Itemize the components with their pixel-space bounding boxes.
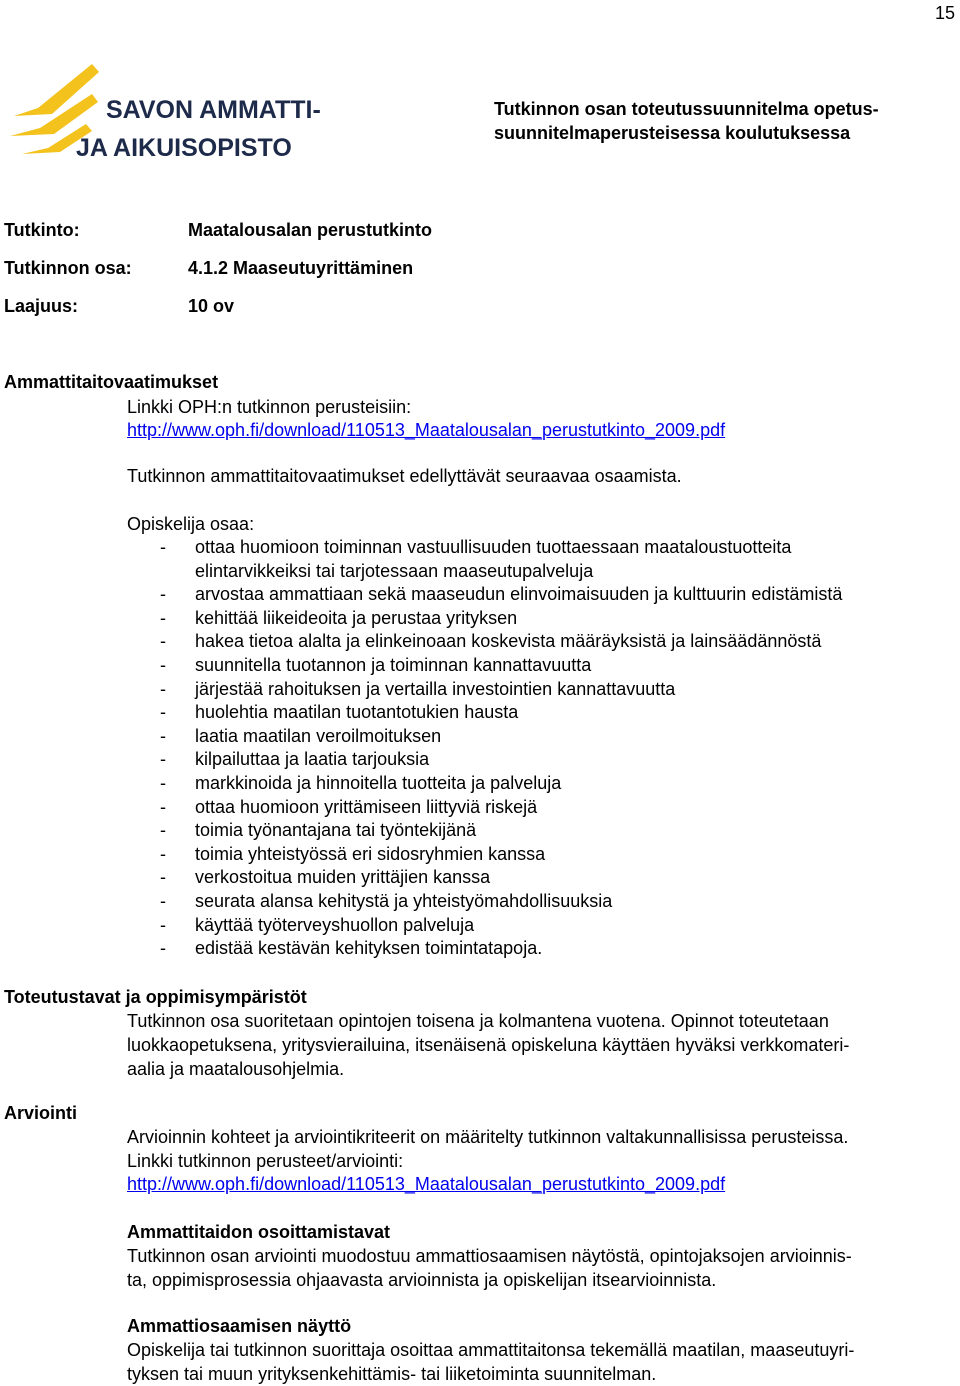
meta-value-scope: 10 ov: [188, 296, 235, 316]
competence-list: [160, 536, 940, 961]
list-item: - hakea tietoa alalta ja elinkeinoaan koskevista määräyksistä ja lainsäädännöstä: [160, 630, 940, 654]
document-title-line1: Tutkinnon osan toteutussuunnitelma opetus-: [494, 99, 879, 119]
list-item: - ottaa huomioon yrittämiseen liittyviä riskejä: [160, 796, 940, 820]
demo-heading: Ammattiosaamisen näyttö: [127, 1316, 352, 1336]
list-item: - huolehtia maatilan tuotantotukien hausta: [160, 701, 940, 725]
savon-logo: [8, 58, 348, 166]
assessment-url-link[interactable]: http://www.oph.fi/download/110513_Maatalousalan_perustutkinto_2009.pdf: [127, 1174, 726, 1194]
list-item: - toimia työnantajana tai työntekijänä: [160, 819, 940, 843]
implementation-line: aalia ja maatalousohjelmia.: [127, 1059, 345, 1079]
list-item: - kilpailuttaa ja laatia tarjouksia: [160, 748, 940, 772]
requirements-intro: Tutkinnon ammattitaitovaatimukset edellyttävät seuraavaa osaamista.: [127, 466, 682, 486]
list-item: - edistää kestävän kehityksen toimintatapoja.: [160, 937, 940, 961]
methods-paragraph: [127, 1244, 957, 1292]
dash-bullet: -: [160, 890, 166, 911]
document-title: [494, 97, 879, 145]
meta-value-qualification: Maatalousalan perustutkinto: [188, 220, 433, 240]
list-item: - verkostoitua muiden yrittäjien kanssa: [160, 866, 940, 890]
demo-paragraph: [127, 1338, 957, 1386]
dash-bullet: -: [160, 537, 166, 557]
list-item: - markkinoida ja hinnoitella tuotteita ja palveluja: [160, 772, 940, 796]
implementation-line: Tutkinnon osa suoritetaan opintojen toisena ja kolmantena vuotena. Opinnot toteutetaan: [127, 1011, 829, 1031]
requirements-heading: Ammattitaitovaatimukset: [4, 372, 219, 392]
dash-bullet: -: [160, 843, 166, 864]
dash-bullet: -: [160, 631, 166, 652]
dash-bullet: -: [160, 725, 166, 746]
meta-label-module: Tutkinnon osa:: [4, 258, 132, 278]
assessment-heading: Arviointi: [4, 1103, 78, 1123]
methods-heading: Ammattitaidon osoittamistavat: [127, 1222, 391, 1242]
methods-line: ta, oppimisprosessia ohjaavasta arvioinnista ja opiskelijan itsearvioinnista.: [127, 1270, 717, 1290]
requirements-url-link[interactable]: http://www.oph.fi/download/110513_Maatalousalan_perustutkinto_2009.pdf: [127, 420, 726, 440]
list-item: - järjestää rahoituksen ja vertailla investointien kannattavuutta: [160, 678, 940, 702]
dash-bullet: -: [160, 749, 166, 770]
dash-bullet: -: [160, 796, 166, 817]
list-item: - arvostaa ammattiaan sekä maaseudun elinvoimaisuuden ja kulttuurin edistämistä: [160, 583, 940, 607]
implementation-heading: Toteutustavat ja oppimisympäristöt: [4, 987, 307, 1007]
dash-bullet: -: [160, 584, 166, 605]
logo-text-line1: SAVON AMMATTI-: [106, 96, 321, 124]
dash-bullet: -: [160, 914, 166, 935]
implementation-paragraph: [127, 1009, 957, 1081]
list-item: - käyttää työterveyshuollon palveluja: [160, 914, 940, 938]
dash-bullet: -: [160, 772, 166, 793]
requirements-link-label: Linkki OPH:n tutkinnon perusteisiin:: [127, 397, 412, 417]
list-item: - suunnitella tuotannon ja toiminnan kannattavuutta: [160, 654, 940, 678]
dash-bullet: -: [160, 938, 166, 959]
logo-text-line2: JA AIKUISOPISTO: [76, 134, 292, 162]
meta-label-scope: Laajuus:: [4, 296, 79, 316]
dash-bullet: -: [160, 678, 166, 699]
list-item: - ottaa huomioon toiminnan vastuullisuuden tuottaessaan maataloustuotteita elintarvikkeiksi tai tarjotessaan maaseutupalveluja: [160, 537, 792, 581]
assessment-text: Arvioinnin kohteet ja arviointikriteerit on määritelty tutkinnon valtakunnallisissa perusteissa.: [127, 1127, 849, 1147]
meta-label-qualification: Tutkinto:: [4, 220, 80, 240]
document-title-line2: suunnitelmaperusteisessa koulutuksessa: [494, 123, 851, 143]
implementation-line: luokkaopetuksena, yritysvierailuina, itsenäisenä opiskeluna käyttäen hyväksi verkkomateri-: [127, 1035, 850, 1055]
list-item: - seurata alansa kehitystä ja yhteistyömahdollisuuksia: [160, 890, 940, 914]
page-number: 15: [935, 3, 956, 23]
demo-line: tyksen tai muun yrityksenkehittämis- tai liiketoiminta suunnitelman.: [127, 1364, 657, 1384]
list-item: - toimia yhteistyössä eri sidosryhmien kanssa: [160, 843, 940, 867]
dash-bullet: -: [160, 654, 166, 675]
assessment-link-label: Linkki tutkinnon perusteet/arviointi:: [127, 1151, 404, 1171]
meta-value-module: 4.1.2 Maaseutuyrittäminen: [188, 258, 414, 278]
student-label: Opiskelija osaa:: [127, 514, 255, 534]
list-item: - laatia maatilan veroilmoituksen: [160, 725, 940, 749]
demo-line: Opiskelija tai tutkinnon suorittaja osoittaa ammattitaitonsa tekemällä maatilan, maaseutuyri-: [127, 1340, 855, 1360]
methods-line: Tutkinnon osan arviointi muodostuu ammattiosaamisen näytöstä, opintojaksojen arvioinnis-: [127, 1246, 852, 1266]
dash-bullet: -: [160, 607, 166, 628]
dash-bullet: -: [160, 820, 166, 841]
dash-bullet: -: [160, 867, 166, 888]
list-item: - kehittää liikeideoita ja perustaa yrityksen: [160, 607, 940, 631]
dash-bullet: -: [160, 702, 166, 723]
